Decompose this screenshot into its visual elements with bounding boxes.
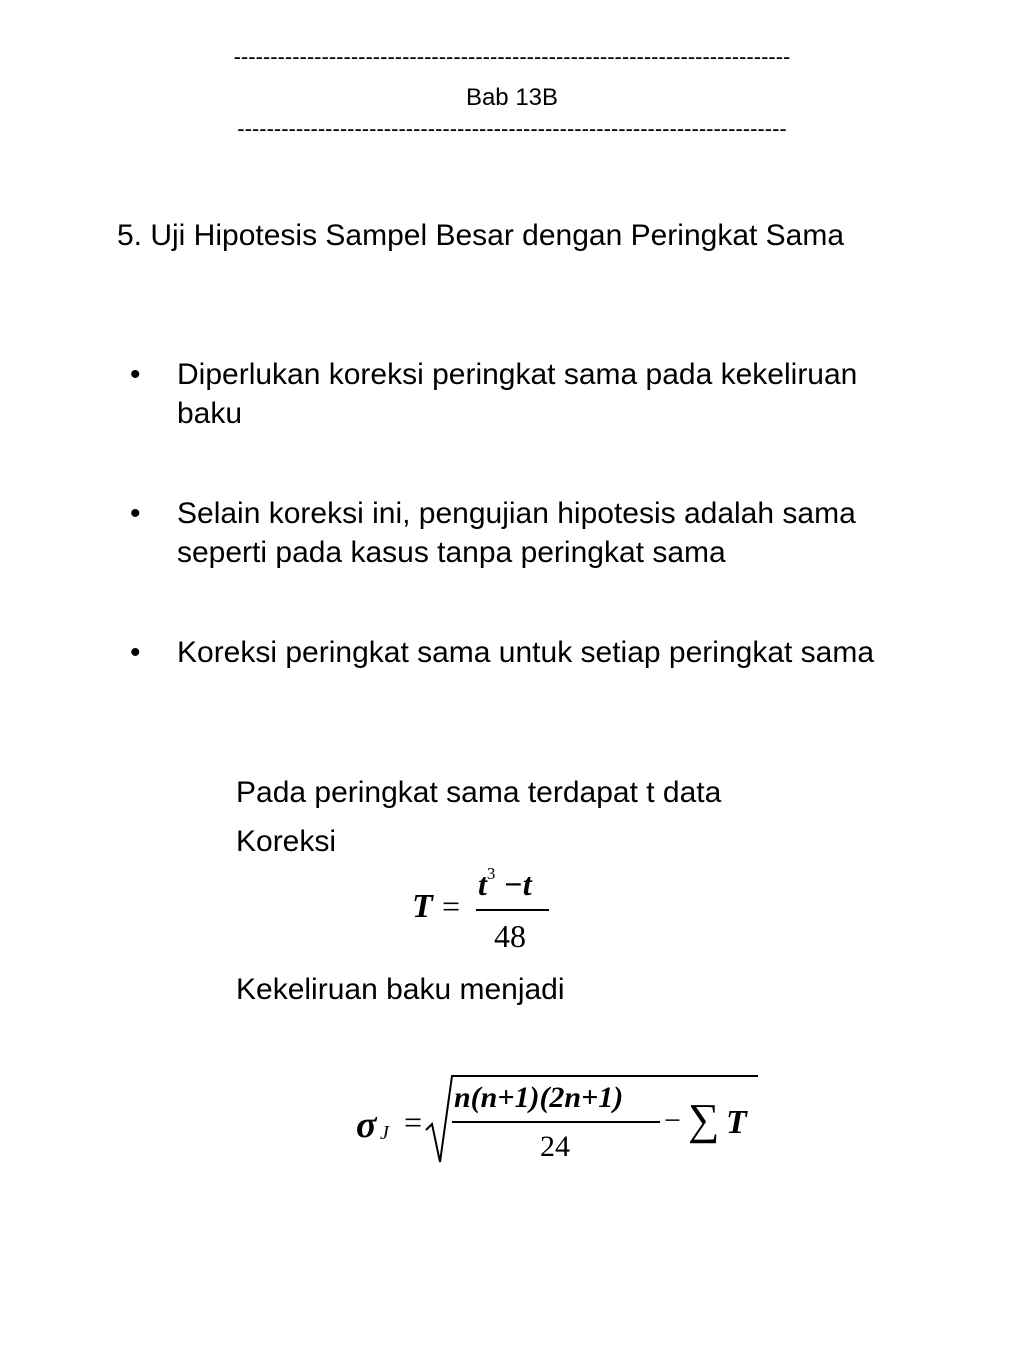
bullet-marker: • bbox=[130, 358, 141, 391]
formula-sigma-numerator: n(n+1)(2n+1) bbox=[454, 1081, 624, 1114]
formula-sigma-denominator: 24 bbox=[540, 1130, 570, 1163]
section-heading: 5. Uji Hipotesis Sampel Besar dengan Peringkat Sama bbox=[117, 219, 845, 252]
correction-label: Koreksi bbox=[236, 825, 337, 858]
formula-t-lhs: T bbox=[412, 888, 433, 925]
bullet-text: Diperlukan koreksi peringkat sama pada kekeliruan baku bbox=[177, 358, 858, 430]
formula-sigma-minus: − bbox=[664, 1104, 681, 1137]
bullet-item bbox=[130, 355, 910, 435]
formula-t-numerator bbox=[478, 866, 532, 903]
bullet-text: Koreksi peringkat sama untuk setiap peringkat sama bbox=[177, 636, 875, 669]
chapter-title: Bab 13B bbox=[465, 84, 559, 111]
formula-t-num-exponent: 3 bbox=[486, 864, 496, 884]
formula-t-equals: = bbox=[442, 888, 461, 924]
formula-t-num-base: t bbox=[478, 866, 487, 902]
summation-icon: ∑ bbox=[688, 1095, 720, 1144]
dash-separator-bottom: --------------------------------------------------------------------------- bbox=[237, 116, 787, 141]
bullet-item bbox=[130, 494, 910, 574]
bullet-marker: • bbox=[130, 497, 141, 530]
formula-sigma-symbol: σ bbox=[356, 1104, 377, 1146]
formula-sigma-sum-term: T bbox=[726, 1104, 747, 1141]
formula-sigma-fraction-bar bbox=[452, 1121, 660, 1123]
formula-t-denominator: 48 bbox=[494, 918, 526, 954]
formula-t-num-rest: −t bbox=[495, 866, 532, 902]
formula-t-fraction-bar bbox=[476, 909, 549, 911]
standard-error-text: Kekeliruan baku menjadi bbox=[236, 973, 565, 1006]
bullet-item bbox=[130, 633, 910, 713]
bullet-marker: • bbox=[130, 636, 141, 669]
dash-separator-top: ---------------------------------------------------------------------------- bbox=[233, 44, 791, 69]
tie-data-text: Pada peringkat sama terdapat t data bbox=[236, 776, 722, 809]
bullet-text: Selain koreksi ini, pengujian hipotesis adalah sama seperti pada kasus tanpa peringkat sama bbox=[177, 497, 856, 569]
formula-sigma-subscript: J bbox=[380, 1122, 389, 1144]
formula-sigma-equals: = bbox=[404, 1104, 423, 1140]
